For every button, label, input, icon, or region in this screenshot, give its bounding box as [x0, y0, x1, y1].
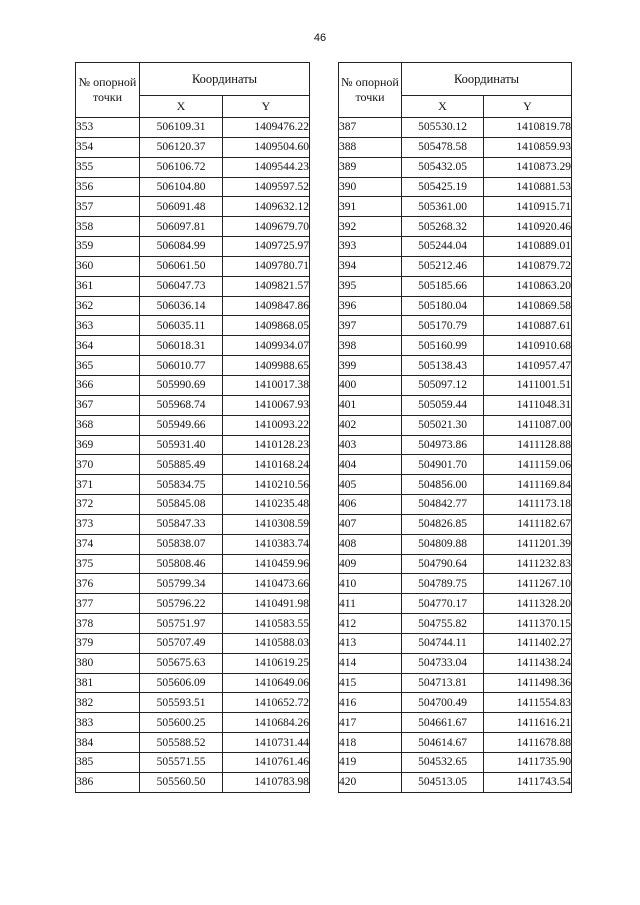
point-number-cell: 391	[339, 197, 402, 217]
point-number-cell: 403	[339, 435, 402, 455]
point-number-cell: 361	[76, 276, 140, 296]
point-number-cell: 393	[339, 237, 402, 257]
y-coordinate-cell: 1409597.52	[223, 177, 310, 197]
point-number-cell: 388	[339, 137, 402, 157]
table-row	[76, 614, 310, 634]
table-row	[76, 197, 310, 217]
y-coordinate-cell: 1411048.31	[484, 395, 572, 415]
y-coordinate-cell: 1410017.38	[223, 375, 310, 395]
point-number-cell: 420	[339, 772, 402, 792]
table-row	[76, 118, 310, 138]
point-number-cell: 372	[76, 495, 140, 515]
y-coordinate-cell: 1410859.93	[484, 137, 572, 157]
point-number-cell: 377	[76, 594, 140, 614]
y-coordinate-cell: 1411616.21	[484, 713, 572, 733]
x-coordinate-cell: 505808.46	[140, 554, 223, 574]
table-row	[339, 614, 572, 634]
y-coordinate-cell: 1410873.29	[484, 157, 572, 177]
x-coordinate-cell: 505432.05	[402, 157, 484, 177]
y-coordinate-cell: 1410128.23	[223, 435, 310, 455]
x-coordinate-cell: 504842.77	[402, 495, 484, 515]
x-coordinate-cell: 505244.04	[402, 237, 484, 257]
point-number-cell: 410	[339, 574, 402, 594]
x-coordinate-cell: 506104.80	[140, 177, 223, 197]
y-coordinate-cell: 1411678.88	[484, 733, 572, 753]
x-coordinate-cell: 506084.99	[140, 237, 223, 257]
x-coordinate-cell: 505180.04	[402, 296, 484, 316]
y-coordinate-cell: 1409544.23	[223, 157, 310, 177]
point-number-cell: 387	[339, 118, 402, 138]
y-coordinate-cell: 1410652.72	[223, 693, 310, 713]
point-number-cell: 378	[76, 614, 140, 634]
table-row	[76, 733, 310, 753]
point-number-cell: 390	[339, 177, 402, 197]
y-column-header: Y	[484, 96, 572, 118]
y-coordinate-cell: 1409780.71	[223, 256, 310, 276]
table-row	[76, 137, 310, 157]
x-coordinate-cell: 505847.33	[140, 514, 223, 534]
point-number-cell: 369	[76, 435, 140, 455]
table-row	[339, 753, 572, 773]
y-coordinate-cell: 1411159.06	[484, 455, 572, 475]
point-number-cell: 384	[76, 733, 140, 753]
x-coordinate-cell: 506091.48	[140, 197, 223, 217]
table-row	[76, 237, 310, 257]
table-row	[339, 733, 572, 753]
x-coordinate-cell: 505160.99	[402, 336, 484, 356]
x-coordinate-cell: 505796.22	[140, 594, 223, 614]
y-coordinate-cell: 1410168.24	[223, 455, 310, 475]
x-coordinate-cell: 505593.51	[140, 693, 223, 713]
point-number-cell: 383	[76, 713, 140, 733]
x-coordinate-cell: 504856.00	[402, 475, 484, 495]
point-number-cell: 354	[76, 137, 140, 157]
x-coordinate-cell: 505571.55	[140, 753, 223, 773]
x-coordinate-cell: 504661.67	[402, 713, 484, 733]
table-row	[339, 118, 572, 138]
table-row	[339, 157, 572, 177]
y-coordinate-cell: 1410920.46	[484, 217, 572, 237]
table-row	[339, 375, 572, 395]
y-coordinate-cell: 1411438.24	[484, 653, 572, 673]
point-number-cell: 418	[339, 733, 402, 753]
point-number-cell: 359	[76, 237, 140, 257]
table-row	[76, 336, 310, 356]
x-coordinate-cell: 505425.19	[402, 177, 484, 197]
table-row	[339, 633, 572, 653]
x-coordinate-cell: 505138.43	[402, 356, 484, 376]
point-number-cell: 368	[76, 415, 140, 435]
y-coordinate-cell: 1410910.68	[484, 336, 572, 356]
table-row	[76, 495, 310, 515]
table-row	[339, 316, 572, 336]
x-coordinate-cell: 506097.81	[140, 217, 223, 237]
table-row	[76, 753, 310, 773]
y-coordinate-cell: 1409632.12	[223, 197, 310, 217]
table-row	[76, 633, 310, 653]
x-coordinate-cell: 505949.66	[140, 415, 223, 435]
point-number-cell: 355	[76, 157, 140, 177]
table-row	[339, 217, 572, 237]
y-coordinate-cell: 1410881.53	[484, 177, 572, 197]
x-coordinate-cell: 505885.49	[140, 455, 223, 475]
x-coordinate-cell: 505021.30	[402, 415, 484, 435]
page-number: 46	[313, 32, 327, 44]
point-number-cell: 365	[76, 356, 140, 376]
point-number-cell: 412	[339, 614, 402, 634]
x-coordinate-cell: 505606.09	[140, 673, 223, 693]
table-row	[339, 534, 572, 554]
x-coordinate-cell: 506120.37	[140, 137, 223, 157]
point-number-cell: 389	[339, 157, 402, 177]
table-body	[76, 118, 310, 793]
x-coordinate-cell: 506036.14	[140, 296, 223, 316]
point-number-cell: 386	[76, 772, 140, 792]
point-number-cell: 371	[76, 475, 140, 495]
y-coordinate-cell: 1410619.25	[223, 653, 310, 673]
table-row	[339, 197, 572, 217]
point-number-cell: 367	[76, 395, 140, 415]
point-number-cell: 395	[339, 276, 402, 296]
table-row	[76, 554, 310, 574]
table-row	[339, 177, 572, 197]
x-coordinate-cell: 504744.11	[402, 633, 484, 653]
y-coordinate-cell: 1411402.27	[484, 633, 572, 653]
y-coordinate-cell: 1411743.54	[484, 772, 572, 792]
y-coordinate-cell: 1409847.86	[223, 296, 310, 316]
coordinates-table-right	[338, 62, 572, 793]
x-coordinate-cell: 506035.11	[140, 316, 223, 336]
table-row	[76, 455, 310, 475]
y-coordinate-cell: 1410210.56	[223, 475, 310, 495]
point-number-cell: 380	[76, 653, 140, 673]
point-number-cell: 404	[339, 455, 402, 475]
y-coordinate-cell: 1410915.71	[484, 197, 572, 217]
point-number-cell: 363	[76, 316, 140, 336]
y-coordinate-cell: 1410583.55	[223, 614, 310, 634]
table-row	[76, 316, 310, 336]
x-coordinate-cell: 506018.31	[140, 336, 223, 356]
point-number-cell: 379	[76, 633, 140, 653]
y-coordinate-cell: 1410879.72	[484, 256, 572, 276]
x-coordinate-cell: 505560.50	[140, 772, 223, 792]
x-coordinate-cell: 504755.82	[402, 614, 484, 634]
point-number-cell: 401	[339, 395, 402, 415]
x-coordinate-cell: 505059.44	[402, 395, 484, 415]
y-coordinate-cell: 1410459.96	[223, 554, 310, 574]
y-coordinate-cell: 1411232.83	[484, 554, 572, 574]
point-number-cell: 358	[76, 217, 140, 237]
x-coordinate-cell: 505588.52	[140, 733, 223, 753]
point-number-cell: 360	[76, 256, 140, 276]
y-coordinate-cell: 1410731.44	[223, 733, 310, 753]
point-number-cell: 415	[339, 673, 402, 693]
y-coordinate-cell: 1409679.70	[223, 217, 310, 237]
x-coordinate-cell: 505834.75	[140, 475, 223, 495]
y-coordinate-cell: 1410588.03	[223, 633, 310, 653]
x-coordinate-cell: 504789.75	[402, 574, 484, 594]
table-row	[339, 256, 572, 276]
point-number-cell: 362	[76, 296, 140, 316]
table-row	[339, 693, 572, 713]
x-coordinate-cell: 505170.79	[402, 316, 484, 336]
y-coordinate-cell: 1411370.15	[484, 614, 572, 634]
table-row	[339, 276, 572, 296]
table-row	[339, 237, 572, 257]
table-row	[339, 475, 572, 495]
y-coordinate-cell: 1411128.88	[484, 435, 572, 455]
table-row	[339, 594, 572, 614]
point-number-cell: 376	[76, 574, 140, 594]
x-coordinate-cell: 504770.17	[402, 594, 484, 614]
y-coordinate-cell: 1410067.93	[223, 395, 310, 415]
x-coordinate-cell: 505707.49	[140, 633, 223, 653]
y-coordinate-cell: 1411169.84	[484, 475, 572, 495]
x-coordinate-cell: 506061.50	[140, 256, 223, 276]
x-coordinate-cell: 504790.64	[402, 554, 484, 574]
y-coordinate-cell: 1411554.83	[484, 693, 572, 713]
table-row	[76, 276, 310, 296]
y-coordinate-cell: 1411735.90	[484, 753, 572, 773]
y-coordinate-cell: 1411328.20	[484, 594, 572, 614]
table-row	[76, 574, 310, 594]
x-coordinate-cell: 504973.86	[402, 435, 484, 455]
x-coordinate-cell: 504826.85	[402, 514, 484, 534]
table-row	[339, 653, 572, 673]
point-number-cell: 382	[76, 693, 140, 713]
point-number-cell: 408	[339, 534, 402, 554]
x-coordinate-cell: 505675.63	[140, 653, 223, 673]
y-coordinate-cell: 1411173.18	[484, 495, 572, 515]
y-coordinate-cell: 1411087.00	[484, 415, 572, 435]
table-row	[76, 514, 310, 534]
x-column-header: X	[140, 96, 223, 118]
table-row	[76, 713, 310, 733]
y-coordinate-cell: 1409988.65	[223, 356, 310, 376]
x-coordinate-cell: 504614.67	[402, 733, 484, 753]
table-row	[76, 296, 310, 316]
table-row	[339, 713, 572, 733]
point-number-header: № опорной точки	[76, 63, 140, 118]
point-number-cell: 411	[339, 594, 402, 614]
table-row	[339, 772, 572, 792]
y-coordinate-cell: 1411201.39	[484, 534, 572, 554]
table-row	[339, 137, 572, 157]
table-row	[76, 395, 310, 415]
y-coordinate-cell: 1410491.98	[223, 594, 310, 614]
point-number-cell: 417	[339, 713, 402, 733]
point-number-cell: 364	[76, 336, 140, 356]
y-coordinate-cell: 1410863.20	[484, 276, 572, 296]
x-coordinate-cell: 506106.72	[140, 157, 223, 177]
x-coordinate-cell: 505478.58	[402, 137, 484, 157]
y-coordinate-cell: 1409821.57	[223, 276, 310, 296]
table-row	[76, 772, 310, 792]
y-coordinate-cell: 1410761.46	[223, 753, 310, 773]
y-coordinate-cell: 1410957.47	[484, 356, 572, 376]
x-coordinate-cell: 504809.88	[402, 534, 484, 554]
x-coordinate-cell: 505361.00	[402, 197, 484, 217]
x-coordinate-cell: 505530.12	[402, 118, 484, 138]
point-number-cell: 392	[339, 217, 402, 237]
table-row	[76, 415, 310, 435]
y-coordinate-cell: 1410308.59	[223, 514, 310, 534]
point-number-cell: 400	[339, 375, 402, 395]
y-coordinate-cell: 1409868.05	[223, 316, 310, 336]
x-column-header: X	[402, 96, 484, 118]
point-number-cell: 398	[339, 336, 402, 356]
table-row	[339, 296, 572, 316]
table-row	[76, 256, 310, 276]
point-number-cell: 381	[76, 673, 140, 693]
x-coordinate-cell: 506010.77	[140, 356, 223, 376]
table-row	[76, 475, 310, 495]
table-row	[76, 594, 310, 614]
x-coordinate-cell: 505990.69	[140, 375, 223, 395]
table-row	[339, 673, 572, 693]
y-coordinate-cell: 1410887.61	[484, 316, 572, 336]
table-row	[339, 455, 572, 475]
y-coordinate-cell: 1411498.36	[484, 673, 572, 693]
table-row	[76, 356, 310, 376]
point-number-cell: 366	[76, 375, 140, 395]
table-row	[76, 177, 310, 197]
point-number-cell: 375	[76, 554, 140, 574]
table-row	[76, 435, 310, 455]
y-coordinate-cell: 1409504.60	[223, 137, 310, 157]
x-coordinate-cell: 504713.81	[402, 673, 484, 693]
table-row	[339, 495, 572, 515]
point-number-cell: 356	[76, 177, 140, 197]
table-row	[339, 554, 572, 574]
y-coordinate-cell: 1411267.10	[484, 574, 572, 594]
x-coordinate-cell: 505185.66	[402, 276, 484, 296]
y-coordinate-cell: 1409476.22	[223, 118, 310, 138]
x-coordinate-cell: 505968.74	[140, 395, 223, 415]
table-row	[339, 336, 572, 356]
table-row	[76, 217, 310, 237]
point-number-cell: 397	[339, 316, 402, 336]
table-row	[339, 514, 572, 534]
x-coordinate-cell: 505838.07	[140, 534, 223, 554]
coordinates-table-left	[75, 62, 310, 793]
point-number-cell: 416	[339, 693, 402, 713]
y-coordinate-cell: 1410093.22	[223, 415, 310, 435]
y-coordinate-cell: 1410383.74	[223, 534, 310, 554]
table-row	[76, 653, 310, 673]
table-body	[339, 118, 572, 793]
point-number-cell: 406	[339, 495, 402, 515]
table-row	[76, 157, 310, 177]
table-row	[339, 415, 572, 435]
y-column-header: Y	[223, 96, 310, 118]
table-row	[339, 574, 572, 594]
point-number-cell: 373	[76, 514, 140, 534]
coordinates-header: Координаты	[140, 63, 310, 96]
x-coordinate-cell: 505931.40	[140, 435, 223, 455]
table-row	[76, 534, 310, 554]
point-number-cell: 357	[76, 197, 140, 217]
y-coordinate-cell: 1410649.06	[223, 673, 310, 693]
y-coordinate-cell: 1411001.51	[484, 375, 572, 395]
table-row	[76, 375, 310, 395]
y-coordinate-cell: 1410889.01	[484, 237, 572, 257]
point-number-cell: 409	[339, 554, 402, 574]
x-coordinate-cell: 505751.97	[140, 614, 223, 634]
point-number-cell: 353	[76, 118, 140, 138]
x-coordinate-cell: 504532.65	[402, 753, 484, 773]
point-number-cell: 413	[339, 633, 402, 653]
point-number-cell: 370	[76, 455, 140, 475]
table-row	[76, 673, 310, 693]
x-coordinate-cell: 505212.46	[402, 256, 484, 276]
y-coordinate-cell: 1411182.67	[484, 514, 572, 534]
point-number-cell: 385	[76, 753, 140, 773]
table-row	[339, 435, 572, 455]
point-number-cell: 419	[339, 753, 402, 773]
y-coordinate-cell: 1410235.48	[223, 495, 310, 515]
y-coordinate-cell: 1409725.97	[223, 237, 310, 257]
x-coordinate-cell: 505268.32	[402, 217, 484, 237]
x-coordinate-cell: 504700.49	[402, 693, 484, 713]
table-row	[339, 395, 572, 415]
x-coordinate-cell: 505600.25	[140, 713, 223, 733]
x-coordinate-cell: 504901.70	[402, 455, 484, 475]
y-coordinate-cell: 1410684.26	[223, 713, 310, 733]
y-coordinate-cell: 1410869.58	[484, 296, 572, 316]
point-number-cell: 396	[339, 296, 402, 316]
point-number-cell: 394	[339, 256, 402, 276]
point-number-cell: 402	[339, 415, 402, 435]
x-coordinate-cell: 504513.05	[402, 772, 484, 792]
point-number-cell: 407	[339, 514, 402, 534]
point-number-cell: 374	[76, 534, 140, 554]
x-coordinate-cell: 505097.12	[402, 375, 484, 395]
table-row	[76, 693, 310, 713]
point-number-cell: 405	[339, 475, 402, 495]
coordinates-header: Координаты	[402, 63, 572, 96]
y-coordinate-cell: 1410473.66	[223, 574, 310, 594]
x-coordinate-cell: 504733.04	[402, 653, 484, 673]
point-number-cell: 399	[339, 356, 402, 376]
x-coordinate-cell: 505799.34	[140, 574, 223, 594]
point-number-header: № опорной точки	[339, 63, 402, 118]
y-coordinate-cell: 1410819.78	[484, 118, 572, 138]
point-number-cell: 414	[339, 653, 402, 673]
y-coordinate-cell: 1409934.07	[223, 336, 310, 356]
table-row	[339, 356, 572, 376]
y-coordinate-cell: 1410783.98	[223, 772, 310, 792]
x-coordinate-cell: 505845.08	[140, 495, 223, 515]
x-coordinate-cell: 506109.31	[140, 118, 223, 138]
x-coordinate-cell: 506047.73	[140, 276, 223, 296]
